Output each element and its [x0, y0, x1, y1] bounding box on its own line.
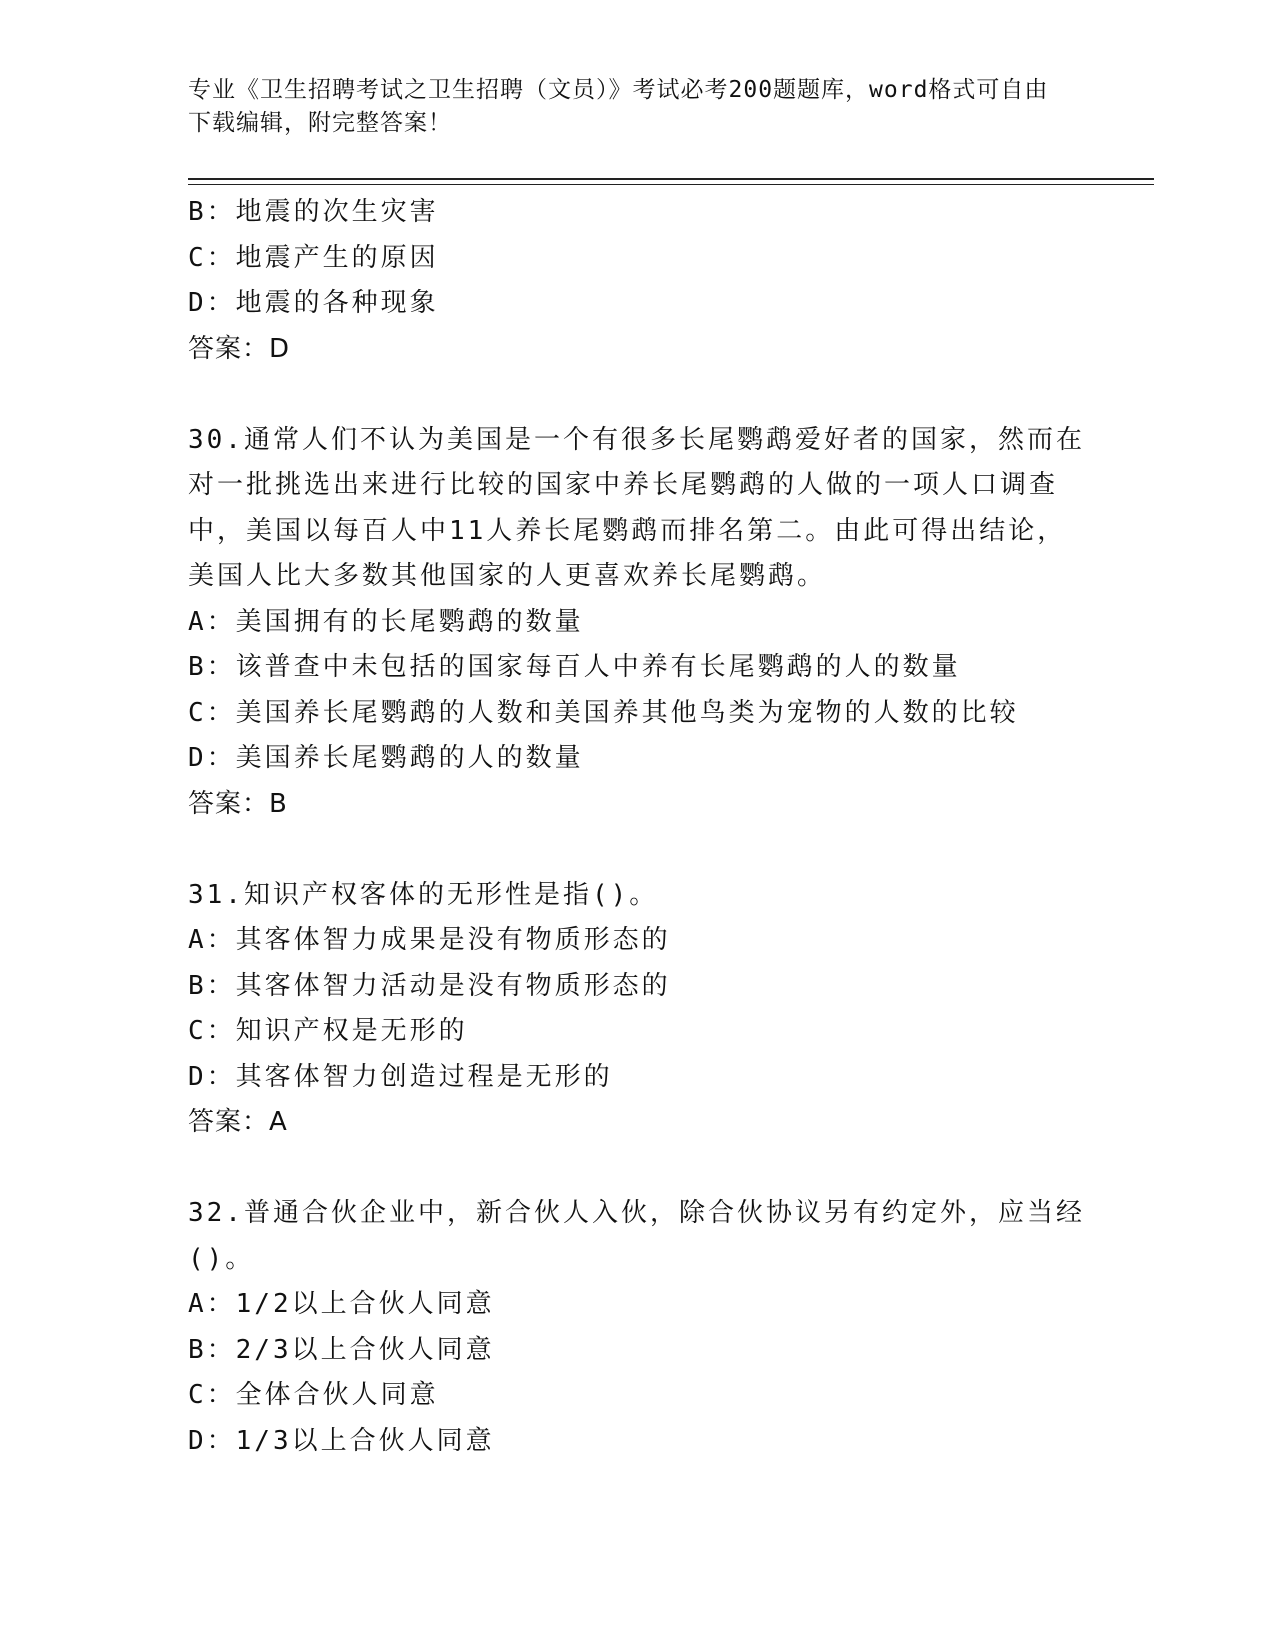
document-header: 专业《卫生招聘考试之卫生招聘（文员）》考试必考200题题库，word格式可自由下载编辑，附完整答案！ [188, 77, 1049, 136]
option-b: B：其客体智力活动是没有物质形态的 [188, 970, 671, 1001]
option-d: D：地震的各种现象 [188, 288, 439, 318]
answer-line: 答案：D [188, 333, 291, 364]
question-stem-line: 美国人比大多数其他国家的人更喜欢养长尾鹦鹉。 [188, 561, 827, 591]
question-stem-line: 中，美国以每百人中11人养长尾鹦鹉而排名第二。由此可得出结论， [188, 515, 1067, 546]
question-stem-line: 31.知识产权客体的无形性是指()。 [188, 879, 659, 910]
question-stem-line: 30.通常人们不认为美国是一个有很多长尾鹦鹉爱好者的国家，然而在 [188, 424, 1085, 455]
spacer [188, 827, 1088, 873]
answer-line: 答案：B [188, 788, 288, 819]
question-31 [188, 873, 1088, 1146]
option-c: C：地震产生的原因 [188, 242, 439, 273]
option-c: C：全体合伙人同意 [188, 1380, 439, 1410]
question-stem-line: 对一批挑选出来进行比较的国家中养长尾鹦鹉的人做的一项人口调查 [188, 470, 1059, 500]
spacer [188, 1146, 1088, 1192]
option-c: C：美国养长尾鹦鹉的人数和美国养其他鸟类为宠物的人数的比较 [188, 697, 1019, 728]
option-c: C：知识产权是无形的 [188, 1016, 468, 1046]
question-stem-line: ()。 [188, 1243, 255, 1274]
option-d: D：其客体智力创造过程是无形的 [188, 1061, 613, 1092]
spacer [188, 372, 1088, 418]
header-rule-thick [188, 178, 1154, 180]
question-29 [188, 190, 1088, 372]
option-d: D：1/3以上合伙人同意 [188, 1425, 495, 1456]
question-stem-line: 32.普通合伙企业中，新合伙人入伙，除合伙协议另有约定外，应当经 [188, 1198, 1085, 1228]
option-b: B：该普查中未包括的国家每百人中养有长尾鹦鹉的人的数量 [188, 652, 961, 682]
header-rule-thin [188, 184, 1154, 185]
question-content [188, 190, 1088, 1464]
option-a: A：其客体智力成果是没有物质形态的 [188, 925, 671, 955]
option-d: D：美国养长尾鹦鹉的人的数量 [188, 743, 584, 773]
option-b: B：地震的次生灾害 [188, 197, 439, 227]
question-32 [188, 1191, 1088, 1464]
answer-line: 答案：A [188, 1107, 288, 1137]
option-a: A：美国拥有的长尾鹦鹉的数量 [188, 606, 584, 637]
question-30 [188, 418, 1088, 828]
option-a: A：1/2以上合伙人同意 [188, 1289, 495, 1319]
option-b: B：2/3以上合伙人同意 [188, 1334, 495, 1365]
